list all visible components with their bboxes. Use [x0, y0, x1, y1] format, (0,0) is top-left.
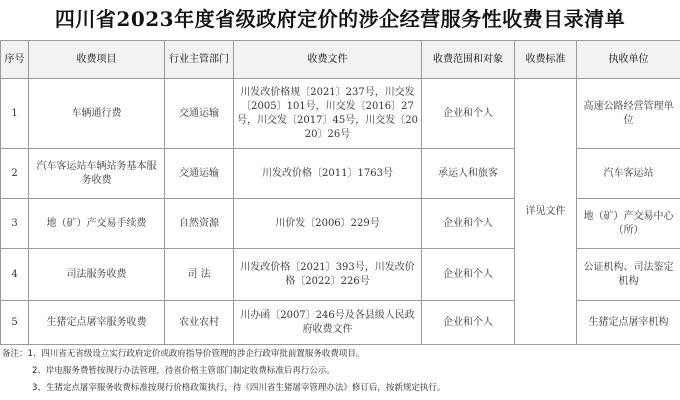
cell-item: 地（矿）产交易手续费 [29, 199, 165, 249]
cell-scope: 企业和个人 [422, 79, 515, 149]
cell-dept: 自然资源 [165, 199, 234, 249]
cell-unit: 生猪定点屠宰机构 [577, 301, 680, 345]
cell-index: 3 [1, 199, 29, 249]
cell-dept: 司 法 [165, 249, 234, 301]
header-dept: 行业主管部门 [165, 41, 234, 79]
header-scope: 收费范围和对象 [422, 41, 515, 79]
cell-dept: 交通运输 [165, 149, 234, 199]
cell-scope: 企业和个人 [422, 301, 515, 345]
cell-dept: 农业农村 [165, 301, 234, 345]
cell-item: 车辆通行费 [29, 79, 165, 149]
table-row [1, 199, 680, 249]
table-row [1, 249, 680, 301]
cell-docs: 川办函〔2007〕246号及各县级人民政府收费文件 [234, 301, 422, 345]
cell-docs: 川发改价格〔2021〕393号，川发改价格〔2022〕226号 [234, 249, 422, 301]
cell-item: 汽车客运站车辆站务基本服务收费 [29, 149, 165, 199]
table-row [1, 301, 680, 345]
note-line: 2、岸电服务费暂按现行办法管理，待省价格主管部门制定收费标准后再行公示。 [32, 366, 335, 376]
cell-index: 4 [1, 249, 29, 301]
header-index: 序号 [1, 41, 29, 79]
table-header-row [1, 41, 680, 79]
header-unit: 执收单位 [577, 41, 680, 79]
note-line: 备注：1、四川省无省级设立实行政府定价或政府指导价管理的涉企行政审批前置服务收费项目。 [2, 349, 365, 359]
cell-item: 司法服务收费 [29, 249, 165, 301]
cell-index: 5 [1, 301, 29, 345]
cell-docs: 川发改价格〔2011〕1763号 [234, 149, 422, 199]
table-row [1, 79, 680, 149]
cell-scope: 企业和个人 [422, 199, 515, 249]
header-item: 收费项目 [29, 41, 165, 79]
cell-unit: 高速公路经营管理单位 [577, 79, 680, 149]
cell-scope: 企业和个人 [422, 249, 515, 301]
cell-index: 2 [1, 149, 29, 199]
fee-catalog-table [0, 40, 680, 345]
cell-standard-merged: 详见文件 [515, 79, 577, 345]
notes-section [2, 346, 678, 397]
cell-docs: 川发改价格规〔2021〕237号，川交发〔2005〕101号，川交发〔2016〕27号，川交发〔2017〕45号，川交发〔2020〕26号 [234, 79, 422, 149]
cell-item: 生猪定点屠宰服务收费 [29, 301, 165, 345]
header-docs: 收费文件 [234, 41, 422, 79]
page-title: 四川省2023年度省级政府定价的涉企经营服务性收费目录清单 [54, 7, 626, 31]
cell-index: 1 [1, 79, 29, 149]
header-standard: 收费标准 [515, 41, 577, 79]
cell-unit: 汽车客运站 [577, 149, 680, 199]
cell-unit: 地（矿）产交易中心（所） [577, 199, 680, 249]
cell-scope: 承运人和旅客 [422, 149, 515, 199]
note-line: 3、生猪定点屠宰服务收费标准按现行价格政策执行，待《四川省生猪屠宰管理办法》修订后，按新规定执行。 [32, 383, 446, 393]
cell-dept: 交通运输 [165, 79, 234, 149]
cell-unit: 公证机构、司法鉴定机构 [577, 249, 680, 301]
cell-docs: 川价发〔2006〕229号 [234, 199, 422, 249]
table-row [1, 149, 680, 199]
